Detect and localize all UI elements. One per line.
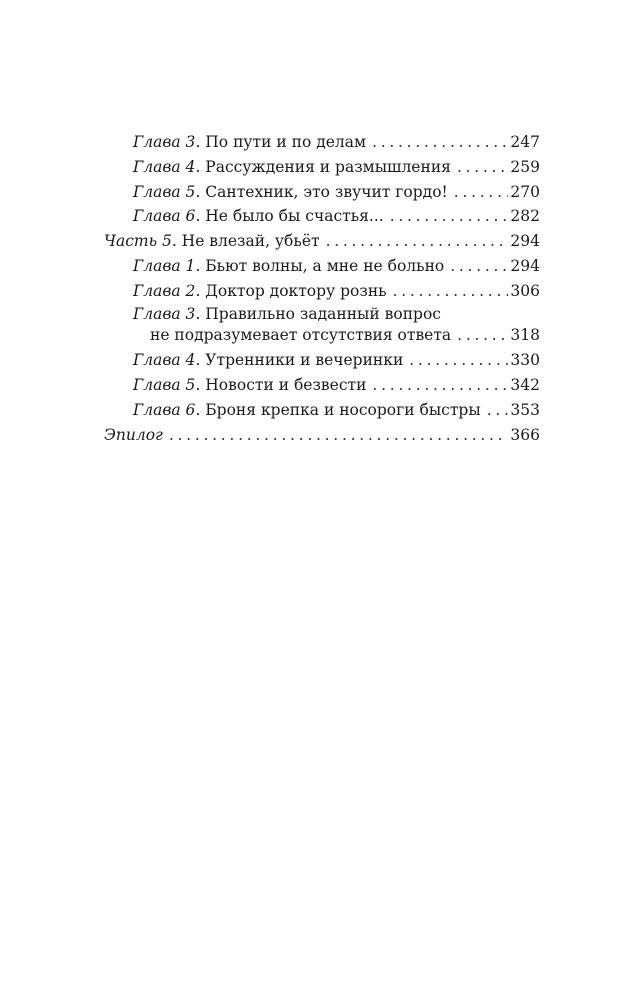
toc-entry <box>104 254 540 279</box>
toc-leader-dots <box>457 324 508 346</box>
toc-page-number: 247 <box>510 133 540 151</box>
toc-leader-dots <box>487 398 509 423</box>
toc-leader-dots <box>390 204 509 229</box>
toc-entry-title: . По пути и по делам <box>195 133 367 151</box>
toc-entry <box>104 130 540 155</box>
toc-leader-dots <box>457 155 508 180</box>
toc-page-number: 366 <box>510 425 540 444</box>
toc-leader-dots <box>169 423 509 448</box>
toc-entry-title: . Не было бы счастья... <box>195 207 384 226</box>
toc-page-number: 294 <box>510 232 540 251</box>
toc-page-number: 294 <box>510 256 540 275</box>
toc-entry-label: Глава 5 <box>133 376 196 395</box>
toc-entry <box>104 373 540 398</box>
toc-page-number: 342 <box>510 376 540 395</box>
toc-entry-multiline <box>104 304 540 349</box>
toc-part-title: . Не влезай, убьёт <box>171 232 320 251</box>
toc-page-number: 353 <box>510 400 540 419</box>
toc-entry-line-1 <box>133 304 540 324</box>
toc-entry-title: . Сантехник, это звучит гордо! <box>195 182 448 201</box>
toc-leader-dots <box>326 229 509 254</box>
toc-leader-dots <box>450 254 508 279</box>
toc-entry <box>104 398 540 423</box>
toc-epilogue-entry <box>104 423 540 448</box>
toc-page-number: 330 <box>510 351 540 370</box>
toc-entry-label: Глава 3 <box>133 133 196 151</box>
toc-entry-title: . Рассуждения и размышления <box>195 157 451 176</box>
toc-entry-title: . Доктор доктору рознь <box>195 281 387 300</box>
toc-page-number: 282 <box>510 207 540 226</box>
toc-entry-label: Глава 3 <box>133 304 196 323</box>
toc-page-number: 318 <box>510 325 540 344</box>
toc-entry-label: Глава 2 <box>133 281 196 300</box>
toc-leader-dots <box>393 279 509 304</box>
toc-entry-label: Глава 1 <box>133 256 196 275</box>
toc-page-number: 259 <box>510 157 540 176</box>
toc-entry-line-2 <box>133 324 540 349</box>
toc-part-label: Часть 5 <box>104 232 172 251</box>
toc-entry-title-continued: не подразумевает отсутствия ответа <box>150 325 452 344</box>
toc-page-number: 306 <box>510 281 540 300</box>
toc-leader-dots <box>372 373 508 398</box>
toc-entry-title: . Правильно заданный вопрос <box>195 304 441 323</box>
toc-entry-title: . Бьют волны, а мне не больно <box>195 256 445 275</box>
toc-leader-dots <box>454 180 509 205</box>
toc-part-entry <box>104 229 540 254</box>
toc-leader-dots <box>372 130 508 155</box>
toc-page-number: 270 <box>510 182 540 201</box>
toc-entry-label: Глава 4 <box>133 157 196 176</box>
toc-entry-title: . Новости и безвести <box>195 376 367 395</box>
toc-entry-title: . Броня крепка и носороги быстры <box>195 400 481 419</box>
toc-epilogue-label: Эпилог <box>104 425 163 444</box>
toc-entry-label: Глава 5 <box>133 182 196 201</box>
toc-leader-dots <box>409 348 508 373</box>
toc-entry-label: Глава 6 <box>133 400 196 419</box>
toc-entry-title: . Утренники и вечеринки <box>195 351 404 370</box>
toc-entry <box>104 204 540 229</box>
table-of-contents <box>104 130 540 448</box>
toc-entry <box>104 348 540 373</box>
toc-entry <box>104 279 540 304</box>
toc-entry <box>104 180 540 205</box>
toc-entry <box>104 155 540 180</box>
toc-entry-label: Глава 4 <box>133 351 196 370</box>
toc-entry-label: Глава 6 <box>133 207 196 226</box>
